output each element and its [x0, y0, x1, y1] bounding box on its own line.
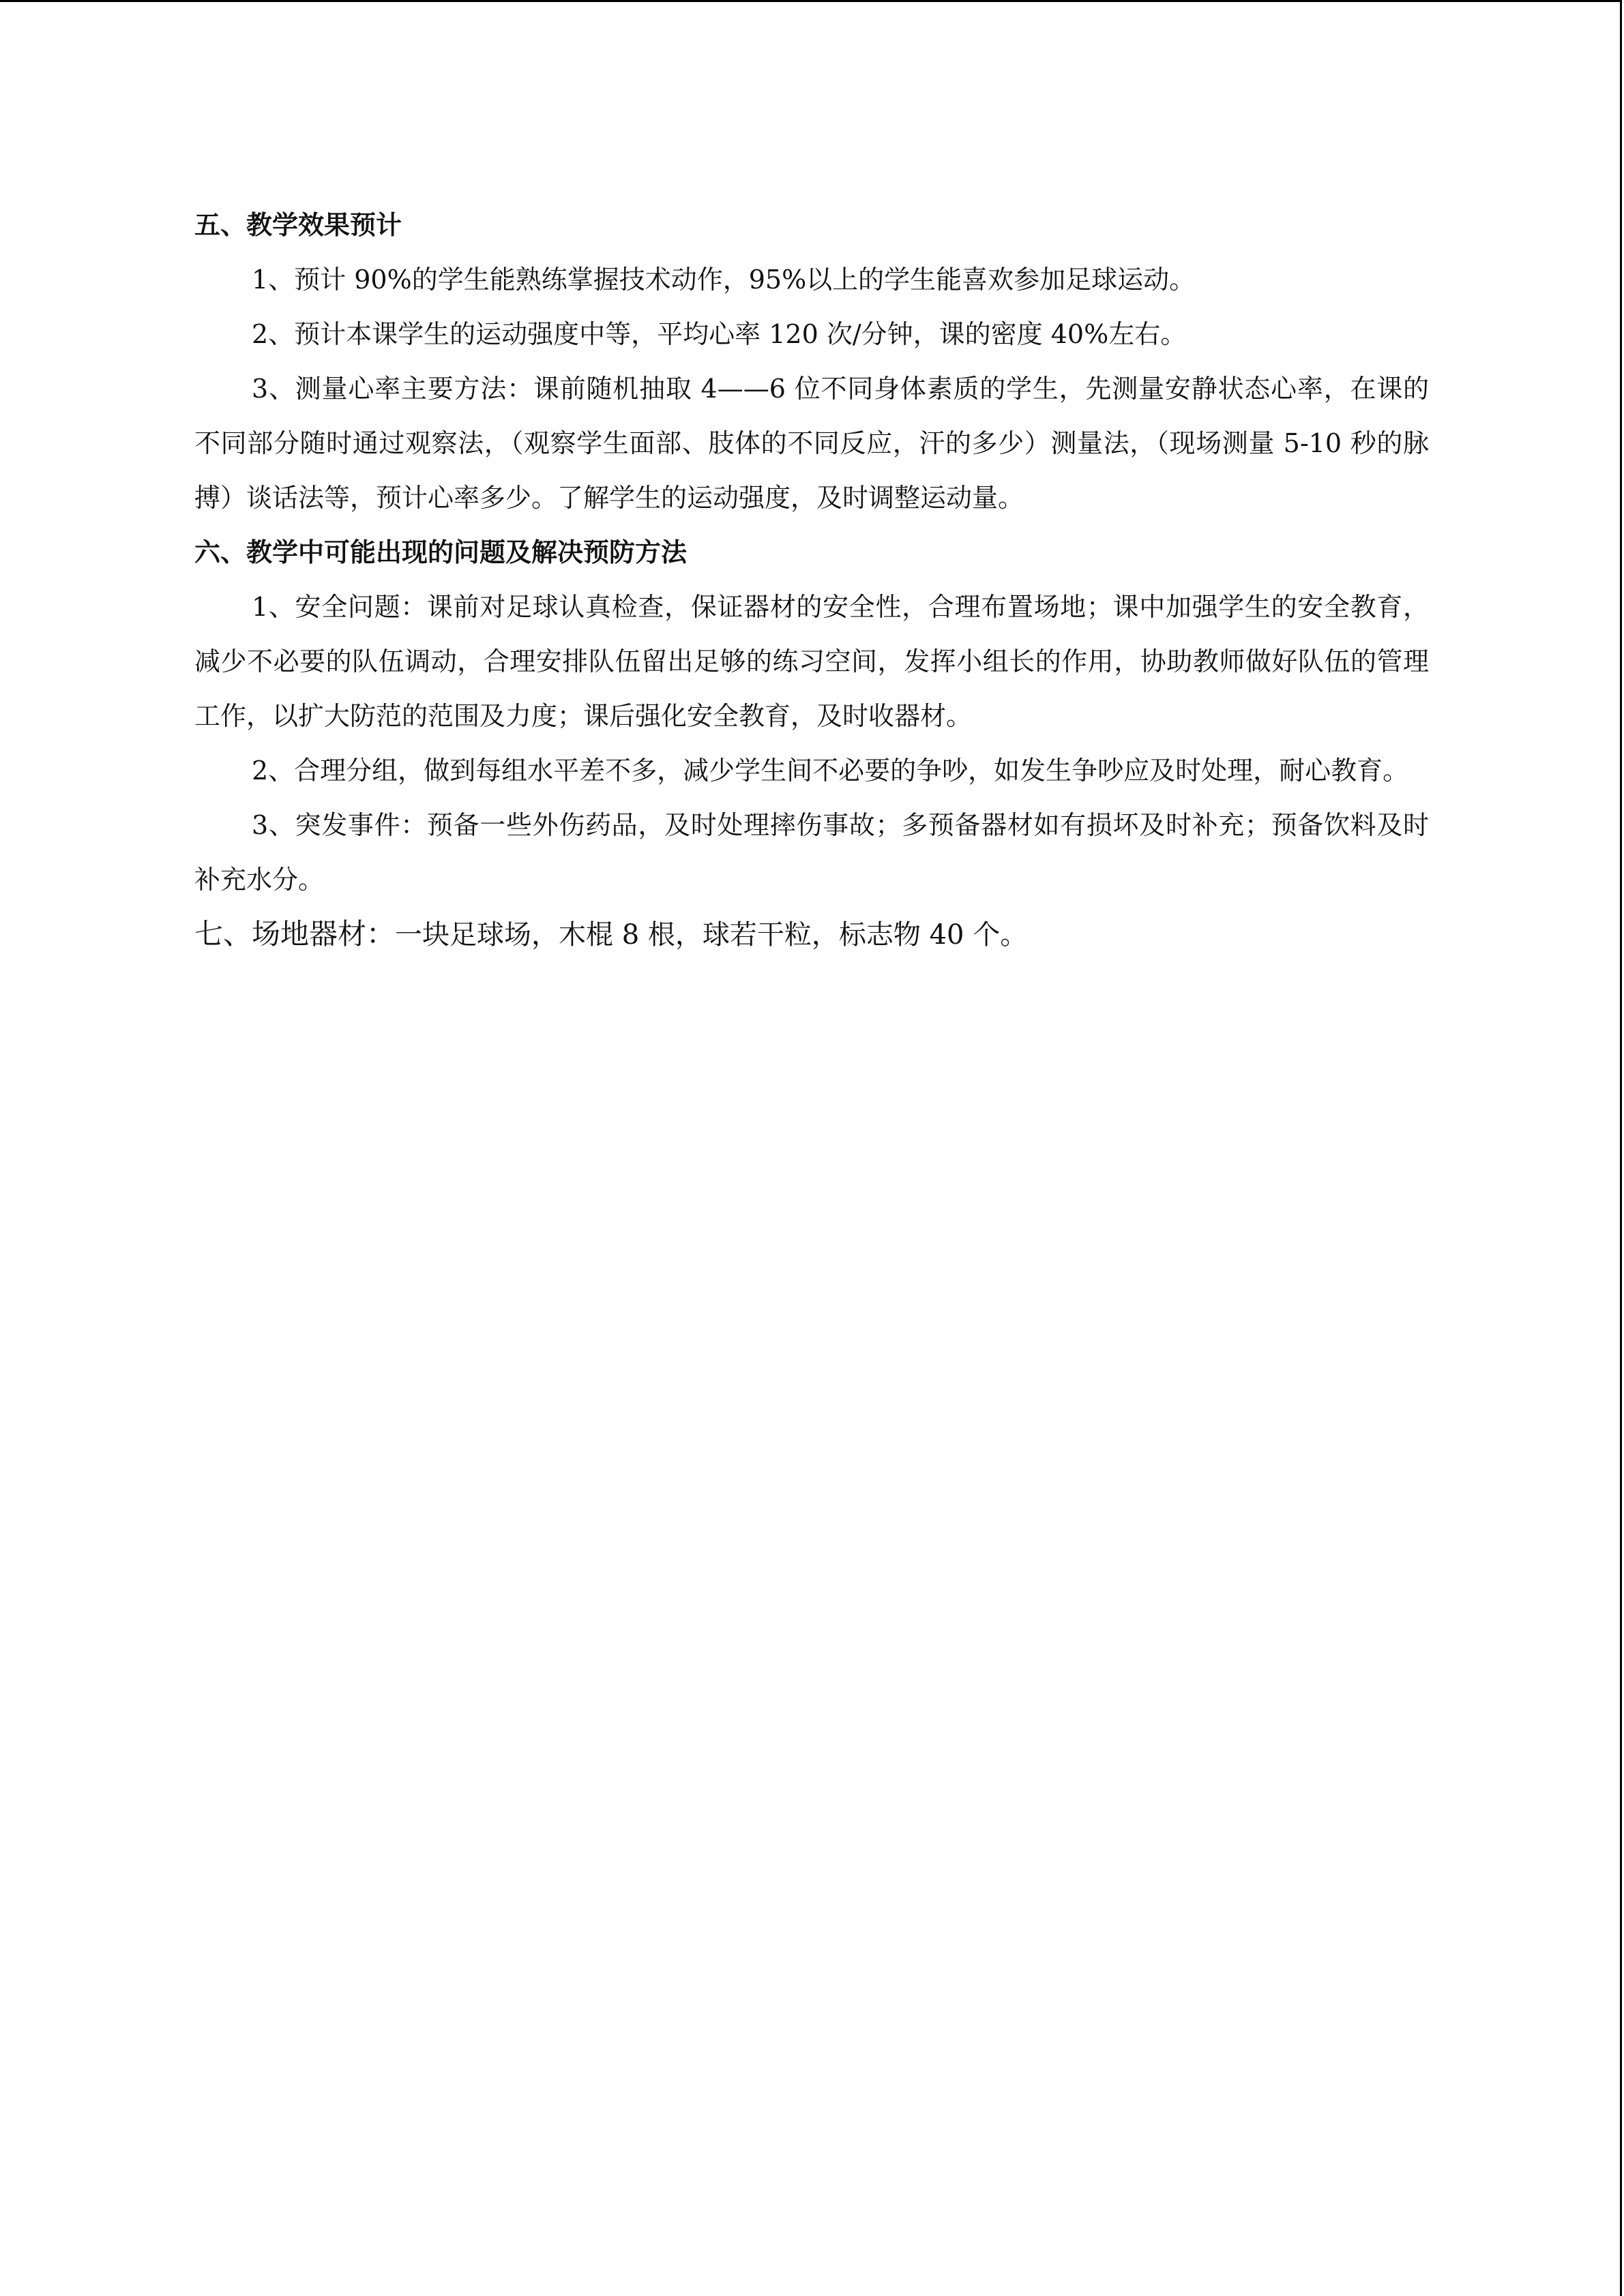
section-six: [194, 525, 1429, 907]
paragraph: 2、预计本课学生的运动强度中等，平均心率 120 次/分钟，课的密度 40%左右。: [252, 319, 1187, 349]
section-five: [194, 198, 1429, 525]
equipment-text: 一块足球场，木棍 8 根，球若干粒，标志物 40 个。: [395, 919, 1028, 951]
section-seven: [194, 907, 1429, 962]
section-heading: 五、教学效果预计: [194, 210, 402, 240]
equipment-line: [194, 907, 1429, 962]
document-body: [194, 198, 1429, 962]
paragraph: 1、安全问题：课前对足球认真检查，保证器材的安全性，合理布置场地；课中加强学生的安全教育，减少不必要的队伍调动，合理安排队伍留出足够的练习空间，发挥小组长的作用，协助教师做好队伍的管理工作，以扩大防范的范围及力度；课后强化安全教育，及时收器材。: [194, 592, 1429, 731]
section-heading: 六、教学中可能出现的问题及解决预防方法: [194, 537, 688, 567]
paragraph: 3、突发事件：预备一些外伤药品，及时处理摔伤事故；多预备器材如有损坏及时补充；预备饮料及时补充水分。: [194, 810, 1429, 895]
paragraph: 2、合理分组，做到每组水平差不多，减少学生间不必要的争吵，如发生争吵应及时处理，耐心教育。: [252, 756, 1409, 786]
paragraph: 1、预计 90%的学生能熟练掌握技术动作，95%以上的学生能喜欢参加足球运动。: [252, 265, 1196, 295]
section-label: 七、场地器材：: [194, 917, 396, 951]
paragraph: 3、测量心率主要方法：课前随机抽取 4——6 位不同身体素质的学生，先测量安静状态心率，在课的不同部分随时通过观察法，（观察学生面部、肢体的不同反应，汗的多少）测量法，（现场测量 5-10 秒的脉搏）谈话法等，预计心率多少。了解学生的运动强度，及时调整运动量。: [194, 374, 1429, 513]
